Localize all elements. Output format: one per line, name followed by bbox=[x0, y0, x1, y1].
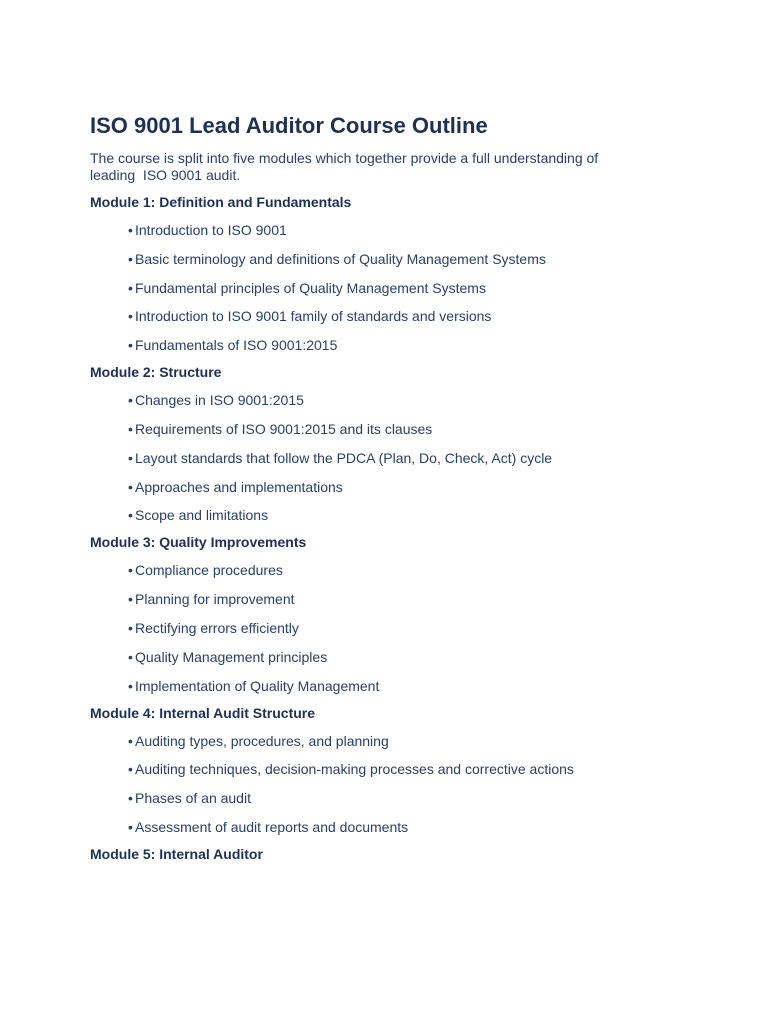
list-item bbox=[128, 562, 728, 579]
bullet-icon: • bbox=[128, 478, 133, 495]
list-item-text: Introduction to ISO 9001 bbox=[135, 222, 287, 238]
module-1 bbox=[90, 194, 728, 354]
list-item-text: Implementation of Quality Management bbox=[135, 677, 380, 694]
module-heading: Module 5: Internal Auditor bbox=[90, 845, 263, 862]
bullet-icon: • bbox=[128, 507, 133, 524]
bullet-icon: • bbox=[128, 619, 133, 636]
list-item-text: Auditing types, procedures, and planning bbox=[135, 732, 389, 749]
list-item-text: Rectifying errors efficiently bbox=[135, 619, 299, 636]
list-item-text: Layout standards that follow the PDCA (Plan, Do, Check, Act) cycle bbox=[135, 449, 553, 466]
list-item bbox=[128, 421, 728, 438]
list-item bbox=[128, 620, 728, 637]
list-item bbox=[128, 761, 728, 778]
list-item bbox=[128, 222, 728, 239]
bullet-icon: • bbox=[128, 279, 133, 296]
list-item bbox=[128, 337, 728, 354]
bullet-icon: • bbox=[128, 420, 133, 437]
module-heading: Module 1: Definition and Fundamentals bbox=[90, 194, 352, 210]
bullet-icon: • bbox=[128, 250, 133, 267]
list-item-text: Changes in ISO 9001:2015 bbox=[135, 392, 304, 409]
bullet-icon: • bbox=[128, 562, 133, 579]
bullet-icon: • bbox=[128, 677, 133, 694]
module-heading: Module 4: Internal Audit Structure bbox=[90, 704, 316, 721]
module-heading: Module 2: Structure bbox=[90, 364, 222, 381]
module-5 bbox=[90, 846, 728, 863]
list-item bbox=[128, 678, 728, 695]
list-item bbox=[128, 733, 728, 750]
list-item bbox=[128, 251, 728, 268]
list-item bbox=[128, 649, 728, 666]
bullet-icon: • bbox=[128, 648, 133, 665]
bullet-icon: • bbox=[128, 222, 133, 238]
list-item bbox=[128, 450, 728, 467]
list-item-text: Auditing techniques, decision-making processes and corrective actions bbox=[135, 761, 574, 778]
bullet-icon: • bbox=[128, 591, 133, 608]
list-item-text: Compliance procedures bbox=[135, 562, 283, 579]
list-item bbox=[128, 280, 728, 297]
list-item bbox=[128, 819, 728, 836]
intro-paragraph: The course is split into five modules which together provide a full understanding of leading ISO 9001 audit. bbox=[90, 150, 599, 183]
bullet-icon: • bbox=[128, 308, 133, 325]
list-item-text: Planning for improvement bbox=[135, 591, 295, 608]
module-item-list bbox=[90, 222, 728, 354]
bullet-icon: • bbox=[128, 818, 133, 835]
module-2 bbox=[90, 364, 728, 524]
list-item-text: Phases of an audit bbox=[135, 790, 251, 807]
list-item bbox=[128, 507, 728, 524]
list-item bbox=[128, 790, 728, 807]
list-item bbox=[128, 392, 728, 409]
list-item-text: Introduction to ISO 9001 family of standards and versions bbox=[135, 308, 492, 325]
module-3 bbox=[90, 534, 728, 694]
list-item-text: Scope and limitations bbox=[135, 507, 269, 524]
bullet-icon: • bbox=[128, 790, 133, 807]
bullet-icon: • bbox=[128, 732, 133, 749]
list-item-text: Assessment of audit reports and documents bbox=[135, 818, 409, 835]
module-4 bbox=[90, 705, 728, 836]
module-item-list bbox=[90, 392, 728, 524]
list-item bbox=[128, 479, 728, 496]
list-item-text: Fundamental principles of Quality Management Systems bbox=[135, 279, 486, 296]
module-item-list bbox=[90, 733, 728, 836]
bullet-icon: • bbox=[128, 761, 133, 778]
list-item-text: Approaches and implementations bbox=[135, 478, 343, 495]
list-item-text: Requirements of ISO 9001:2015 and its clauses bbox=[135, 420, 433, 437]
bullet-icon: • bbox=[128, 392, 133, 409]
list-item-text: Fundamentals of ISO 9001:2015 bbox=[135, 337, 338, 354]
module-item-list bbox=[90, 562, 728, 694]
module-heading: Module 3: Quality Improvements bbox=[90, 534, 307, 551]
list-item bbox=[128, 308, 728, 325]
bullet-icon: • bbox=[128, 449, 133, 466]
bullet-icon: • bbox=[128, 337, 133, 354]
list-item bbox=[128, 591, 728, 608]
list-item-text: Basic terminology and definitions of Quality Management Systems bbox=[135, 250, 546, 267]
page-title: ISO 9001 Lead Auditor Course Outline bbox=[90, 113, 488, 138]
list-item-text: Quality Management principles bbox=[135, 648, 328, 665]
